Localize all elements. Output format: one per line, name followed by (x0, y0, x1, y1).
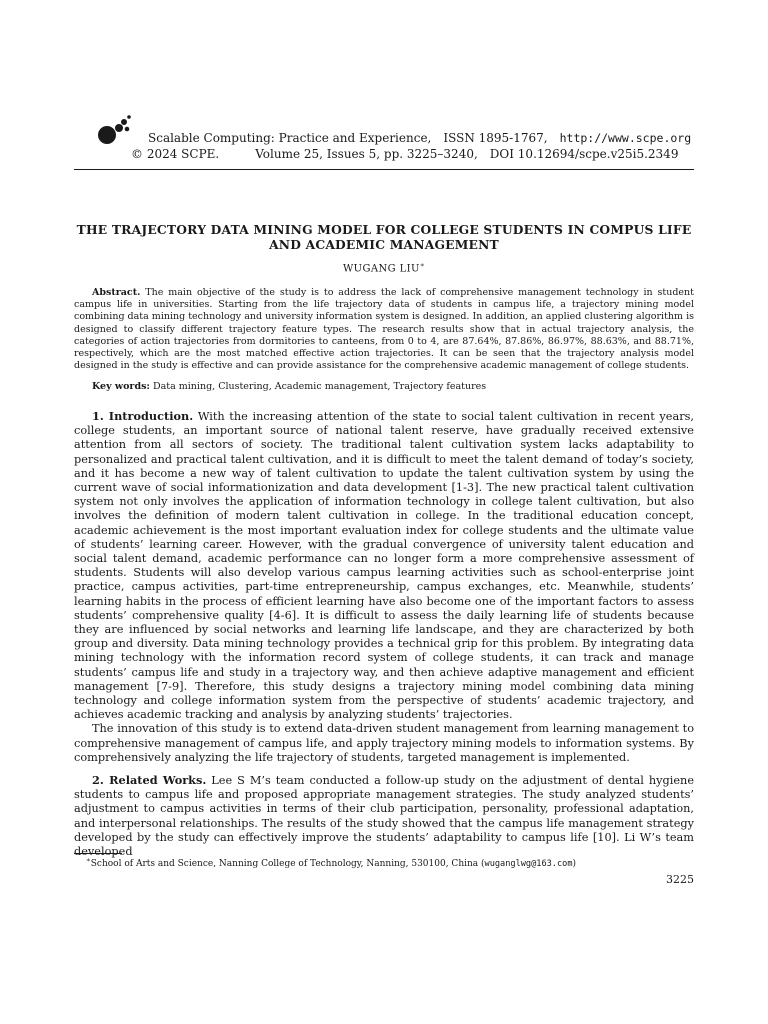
paragraph-text: With the increasing attention of the state to social talent cultivation in recent years, college students, an important source of national talent reserve, have gradually received extensive attention from all sectors of society. The traditional talent cultivation system lacks adaptability to personalized and practical talent cultivation, and it is difficult to meet the talent demand of today’s society, and it has become a new way of talent cultivation to update the talent cultivation system by using the current wave of social informationization and data development [1-3]. The new practical talent cultivation system not only involves the application of information technology in college talent cultivation, but also involves the definition of modern talent cultivation in college. In the traditional education concept, academic achievement is the most important evaluation index for college students and the ultimate value of students’ learning career. However, with the gradual convergence of university talent education and social talent demand, academic performance can no longer form a more comprehensive assessment of students. Students will also develop various campus learning activities such as school-enterprise joint practice, campus activities, part-time entrepreneurship, campus exchanges, etc. Meanwhile, students’ learning habits in the process of efficient learning have also become one of the important factors to assess students’ comprehensive quality [4-6]. It is difficult to assess the daily learning life of students because they are influenced by social networks and learning life landscape, and they are characterized by both group and diversity. Data mining technology provides a technical grip for this problem. By integrating data mining technology with the information record system of college students, it can track and manage students’ campus life and study in a trajectory way, and then achieve adaptive management and efficient management [7-9]. Therefore, this study designs a trajectory mining model combining data mining technology and college information system from the perspective of students’ academic trajectory, and achieves academic tracking and analysis by analyzing students’ trajectories. (74, 410, 694, 722)
section-heading: 2. Related Works. (92, 773, 207, 788)
journal-logo (96, 114, 134, 148)
section-heading: 1. Introduction. (92, 409, 194, 423)
abstract-text: The main objective of the study is to address the lack of comprehensive management technology in student campus life in universities. Starting from the life trajectory data of students in campus life, a trajectory mining model combining data mining technology and university information system is designed. In addition, an applied clustering algorithm is designed to classify different trajectory feature types. The research results show that in actual trajectory analysis, the categories of action trajectories from dormitories to canteens, from 0 to 4, are 87.64%, 87.86%, 86.97%, 88.63%, and 88.71%, respectively, which are the most matched effective action trajectories. It can be seen that the trajectory analysis model designed in the study is effective and can provide assistance for the comprehensive academic management of college students. (74, 287, 694, 372)
footnote-close: ) (572, 859, 577, 869)
footnote (86, 856, 576, 869)
journal-header-line-2 (131, 146, 678, 162)
author-line (74, 261, 694, 274)
paper-title: THE TRAJECTORY DATA MINING MODEL FOR COLLEGE STUDENTS IN COMPUS LIFE AND ACADEMIC MANAGEMENT (76, 222, 692, 252)
paragraph-text: The innovation of this study is to extend data-driven student management from learning management to comprehensive management of campus life, and apply trajectory mining models to information systems. By comprehensively analyzing the life trajectory of students, targeted management is implemented. (74, 722, 694, 764)
page-number: 3225 (666, 873, 694, 886)
author-name: WUGANG LIU (342, 263, 420, 275)
footnote-mark: ∗ (86, 856, 91, 864)
journal-name: Scalable Computing: Practice and Experience, (148, 131, 432, 145)
footnote-rule (74, 853, 122, 854)
journal-url[interactable]: http://www.scpe.org (559, 131, 692, 145)
paragraph (74, 773, 694, 859)
journal-header-line-1 (148, 130, 691, 146)
keywords-label: Key words: (92, 381, 150, 392)
paragraph (74, 409, 694, 722)
volume-info: Volume 25, Issues 5, pp. 3225–3240, (255, 147, 478, 161)
footnote-text: School of Arts and Science, Nanning College of Technology, Nanning, 530100, China ( (90, 859, 485, 869)
author-email[interactable]: wuganglwg@163.com (484, 859, 573, 869)
copyright: © 2024 SCPE. (131, 147, 220, 161)
abstract-label: Abstract. (92, 287, 141, 298)
header-rule (74, 169, 694, 170)
keywords-text: Data mining, Clustering, Academic management, Trajectory features (152, 381, 487, 392)
paragraph-text: Lee S M’s team conducted a follow-up study on the adjustment of dental hygiene students to campus life and proposed appropriate management strategies. The study analyzed students’ adjustment to campus activities in terms of their club participation, personality, professional adaptation, and interpersonal relationships. The results of the study showed that the campus life management strategy developed by the study can effectively improve the students’ adaptability to campus life [10]. Li W’s team developed (74, 774, 695, 859)
author-footnote-mark: ∗ (419, 261, 426, 269)
keywords (92, 381, 486, 392)
journal-issn: ISSN 1895-1767, (443, 131, 548, 145)
doi[interactable]: DOI 10.12694/scpe.v25i5.2349 (489, 147, 679, 161)
abstract (74, 287, 694, 372)
paragraph (74, 722, 694, 765)
body-text (74, 409, 694, 859)
